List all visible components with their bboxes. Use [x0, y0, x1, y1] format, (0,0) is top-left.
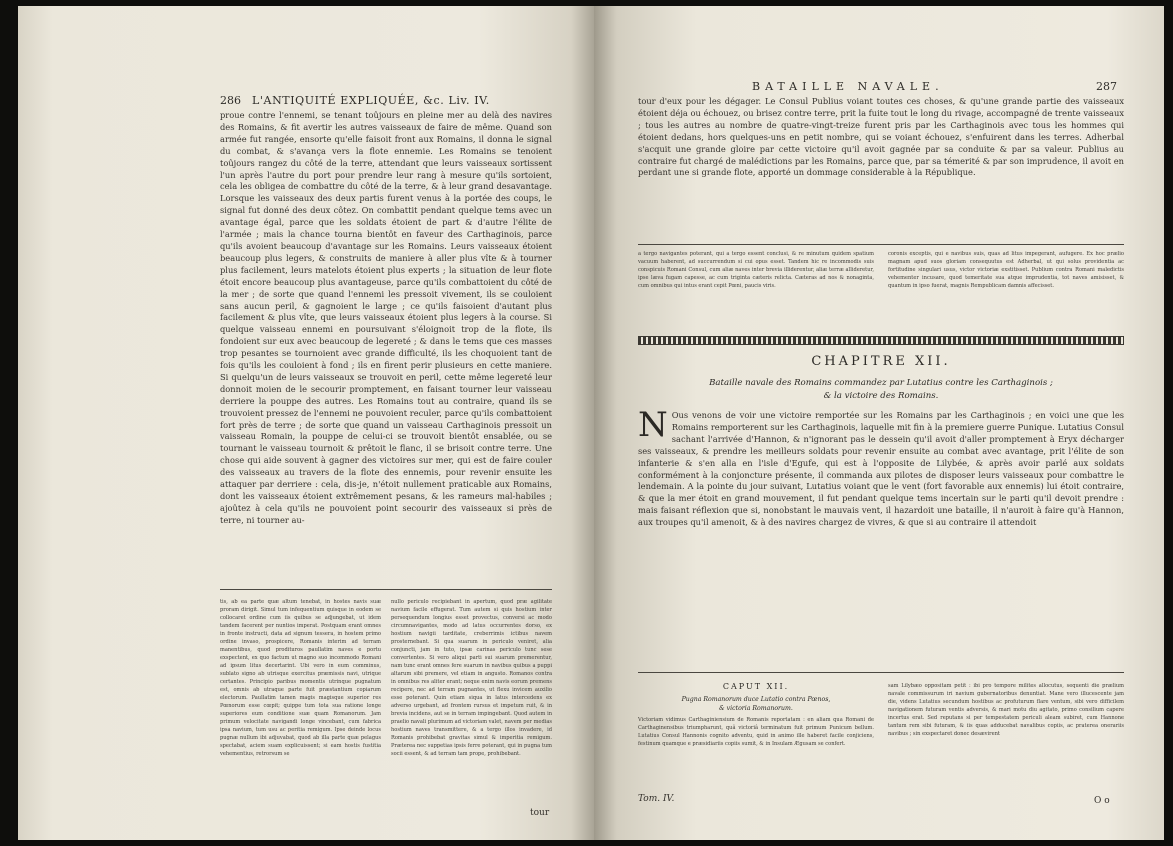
running-head-right: BATAILLE NAVALE. — [752, 80, 944, 93]
latin-column-1: tis, ab ea parte quæ altum tenebat, in hostes navis suæ proram dirigit. Simul tum infequentium quisque in eodem se collocaret ordine cum iis quibus se adjungebat, ut idem tandem facerent per nuntios imperat. Postquam erant omnes in fronte instructi, data ad signum tessera, in hostem primo ordine invaso, prospicere, Romanis interim ad terram manentibus, quod prodituros paullatim naves e portu exspectent, ex quo factum ut magno suo incommodo Romani ad ipsum litus decertarint. Ubi vero in eum comminus, sublato signo ab utrisque exercitus præmissis navi, utrique certantes. Principio paribus momentis utrinque pugnatum est, omnis ab utraque parte fuit præstantium copiarum electorum. Paullatim tamen magis magisque superior res Pœnorum esse cœpit; quippe tum tota sua ratione longe superiores eum conditione suæ quam Romanorum. Jam primum velocitate navigandi longe vincebant, cum fabrica ipsa navium, tum usu ac peritia remigum. Ipse deinde locus pugnæ nullum ibi adjuvabat, quod ab illa parte quæ pelagus spectabat, aciem suam explicuissent; si eam hostis fustitia vehementius, retrorsum se — [220, 599, 381, 757]
french-body-right: tour d'eux pour les dégager. Le Consul Publius voiant toutes ces choses, & qu'une grande partie des vaisseaux étoient déja ou échouez, ou brisez contre terre, prit la fuite tout le long du rivage, accompagné de trente vaisseaux ; tous les autres au nombre de quatre-vingt-treize furent pris par les Carthaginois avec tous les hommes qui étoient dedans, hors quelques-uns en petit nombre, qui se voiant échouez, s'enfuirent dans les terres. Adherbal s'acquit une grande gloire par cette victoire qu'il avoit gagnée par sa conduite & par sa valeur. Publius au contraire fut chargé de malédictions par les Romains, parce que, par sa témerité & par son imprudence, il avoit en perdant une si grande flote, apporté un dommage considerable à la République. — [638, 96, 1124, 178]
chapter-subtitle-line1: Bataille navale des Romains commandez par Lutatius contre les Carthaginois ; — [709, 378, 1053, 388]
latin-column-5: Victoriam vidimus Carthaginiensium de Romanis reportatam : en aliam qua Romani de Carthaginensibus triumpharunt, quâ victoriâ terminatum fuit primum Punicum bellum. Lutatius Consul Hannonis cognito adventu, quid in animo ille haberet facile conjiciens, festinum quamque e præsidiariis copiis sumit, & in Insulam Ægusam se confert. — [638, 717, 874, 747]
latin-subtitle-line2: & victoria Romanorum. — [719, 705, 793, 712]
running-head-left: L'ANTIQUITÉ EXPLIQUÉE, &c. Liv. IV. — [252, 94, 490, 107]
chapter-body-text: Ous venons de voir une victoire remportée sur les Romains par les Carthaginois ; en voici une que les Romains remporterent sur les Carthaginois, laquelle mit fin à la premiere guerre Punique. Lutatius Consul sachant l'arrivée d'Hannon, & n'ignorant pas le dessein qu'il avoit d'aller promptement à Eryx décharger ses vaisseaux, & prendre les meilleurs soldats pour revenir ensuite au combat avec avantage, prit l'élite de son infanterie & s'en alla en l'isle d'Egufe, qui est à l'opposite de Lilybée, & après avoir parlé aux soldats conformément à la conjoncture présente, il commanda aux pilotes de disposer leurs vaisseaux pour combattre le lendemain. A la pointe du jour suivant, Lutatius voiant que le vent (fort favorable aux ennemis) lui étoit contraire, & que la mer étoit en grand mouvement, il fut pendant quelque tems incertain sur le parti qu'il devoit prendre : mais faisant réflexion que si, nonobstant le mauvais vent, il hazardoit une bataille, il n'auroit à faire qu'à Hannon, aux troupes qu'il amenoit, & à des navires chargez de vivres, & que si au contraire il attendoit — [638, 410, 1124, 528]
chapter-subtitle-line2: & la victoire des Romains. — [823, 391, 939, 401]
drop-cap: N — [638, 410, 668, 445]
ornament-band — [638, 336, 1124, 345]
right-page — [594, 6, 1164, 840]
latin-chapter-heading: CAPUT XII. — [722, 682, 790, 691]
divider-right — [638, 244, 1124, 245]
left-page — [18, 6, 594, 840]
divider-latin — [638, 672, 1124, 673]
latin-subtitle-line1: Pugna Romanorum duce Lutatio contra Pœnos, — [681, 696, 831, 703]
latin-column-6: sam Lilybæo oppositam petit : ibi pro tempore milites allocutus, sequenti die prælium navale commissurum iri navium gubernatoribus denuntiat. Mane vero illucescente jam die, videns Lutatius secundum hostibus ac profuturum flare ventum, sibi vero difficilem navigationem futuram ventis adversis, & mari motu diu agitato, primo consilium capere incertus erat. Sed reputans si per tempestatem periculi aleam subiret, cum Hannone tantum rem sibi futuram, & iis quas adducebat navalibus copiis, ac praterea onerariis navibus ; sin exspectaret donec desævirent — [888, 683, 1124, 737]
french-body-left: proue contre l'ennemi, se tenant toûjours en pleine mer au delà des navires des Romains, & fit avertir les autres vaisseaux de faire de même. Quand son armée fut rangée, ensorte qu'elle faisoit front aux Romains, il donna le signal du combat, & s'avança vers la flote ennemie. Les Romains se tenoient toûjours rangez du côté de la terre, attendant que leurs vaisseaux sortissent l'un après l'autre du port pour prendre leur rang à mesure qu'ils sortoient, cela les obligea de combattre du côté de la terre, & à leur grand desavantage. Lorsque les vaisseaux des deux partis furent venus à la portée des coups, le signal fut donné des deux côtez. On combattit pendant quelque tems avec un avantage égal, parce que les soldats étoient de part & d'autre l'élite de l'armée ; mais la chance tourna bientôt en faveur des Carthaginois, parce qu'ils avoient beaucoup d'avantage sur les Romains. Leurs vaisseaux étoient beaucoup plus legers, & construits de maniere à aller plus vîte & à tourner plus facilement, leurs matelots étoient plus experts ; la situation de leur flote étoit encore beaucoup plus avantageuse, parce qu'ils combattoient du côté de la mer ; de sorte que quand l'ennemi les pressoit vivement, ils se couloient sans aucun peril, & gagnoient le large ; ce qu'ils faisoient d'autant plus facilement & plus vîte, que leurs vaisseaux étoient plus legers à la course. Si quelque vaisseau ennemi en poursuivant s'éloignoit trop de la flote, ils fondoient sur eux avec beaucoup de legereté ; & dans le tems que ces masses trop pesantes se tournoient avec grande difficulté, ils les choquoient tant de fois qu'ils les couloient à fond ; ils en firent perir plusieurs en cette maniere. Si quelqu'un de leurs vaisseaux se trouvoit en peril, cette même legereté leur donnoit moien de le secourir promptement, en faisant tourner leur vaisseau derriere la pouppe des autres. Les Romains tout au contraire, quand ils se trouvoient pressez de l'ennemi ne pouvoient reculer, parce qu'ils combattoient fort près de terre ; de sorte que quand un vaisseau Carthaginois pressoit un vaisseau Romain, la pouppe de celui-ci se trouvoit bientôt ensablée, ou se tournant le vaisseau tournoit & prêtoit le flanc, il se brisoit contre terre. Une chose qui aide souvent à gagner des victoires sur mer, qui est de faire couler des vaisseaux au travers de la flote des ennemis, pour revenir ensuite les attaquer par derriere : cela, dis-je, n'étoit nullement praticable aux Romains, dont les vaisseaux étoient extrêmement pesans, & les rameurs mal-habiles ; ajoûtez à cela qu'ils ne pouvoient point secourir des vaisseaux si près de terre, ni tourner au- — [220, 110, 552, 525]
latin-column-3: a tergo navigantes poterant, qui a tergo essent conclusi, & re minutum quidem spatium vacuum haberent, ad succurrendum si cui opus esset. Tandem hic re incommodis suis conspicuis Romani Consul, cum aliæ naves inter brevia illiderentur, aliæ terræ allideretur, ipse læva fugam capesse, ac cum triginta cæteris relicta. Cæteras ad nos & nonaginta, cum omnibus qui intus erant cepit Pœni, paucis viris. — [638, 251, 874, 289]
book-spread — [18, 6, 1164, 840]
chapter-body — [638, 410, 1124, 682]
divider-left — [220, 589, 552, 590]
catchword: tour — [530, 808, 550, 818]
volume-footer: Tom. IV. — [638, 794, 675, 804]
latin-column-4: coronis exceptis, qui e navibus suis, quas ad litus impegerant, aufugere. Ex hoc prælio magnam apud suos gloriam consequutus est Adherbal, ut qui solus providentia ac fortitudine singulari usus, victor victoriæ exstitisset. Publium contra Romani maledictis vehementer incusare, quod temeritate sua atque imprudentia, tot naves amisisset, & quantum in ipso fuerat, magnis Rempublicam damnis affecisset. — [888, 251, 1124, 289]
latin-column-2: nullo periculo recipiebant in apertum, quod præ agilitate navium facile effugerat. Tum autem si quis hostium inter persequendum longius esset provectus, conversi ac modo circumnavigantes, modo ad latus occurrentes dorso, ex hostium navigii tarditate, creberrimis ictibus navem prosternebant. Si qua suarum in periculo veniret, alia conjuncti, jam in tuto, ipsæ carinas periculo tunc sese convertentes. Si vero aliqui parti sui suarum premerentur, nam tunc erant omnes fere suarum in navibus quibus a puppi altarum sibi premere, vel etiam in angusto. Romanos contra in omnibus res aliter erant; neque enim navis eorum premens recipere, nec ad terram pugnantes, ut flexu invicem auxilio esse poterant. Quin etiam siqua in latus intercedens ex adverso urgebant, ad frontem rursus et impetum ruit, & in brevia incidens, aut se in terram impingebant. Quod autem in praelio navali plurimum ad victoriam valet, navem per medias hostium naves transmittere, & a tergo illos invadere, id Romanis prohibebat gravitas simul & imperitia remigum. Præterea nec suppetias ipsis ferre poterant, qui in pugna tum socii essent, & ad terram tam prope, prohibebant. — [391, 599, 552, 757]
page-number-left: 286 — [220, 94, 241, 107]
page-number-right: 287 — [1096, 80, 1117, 93]
chapter-heading: CHAPITRE XII. — [811, 354, 951, 369]
signature-mark: O o — [1094, 796, 1110, 806]
